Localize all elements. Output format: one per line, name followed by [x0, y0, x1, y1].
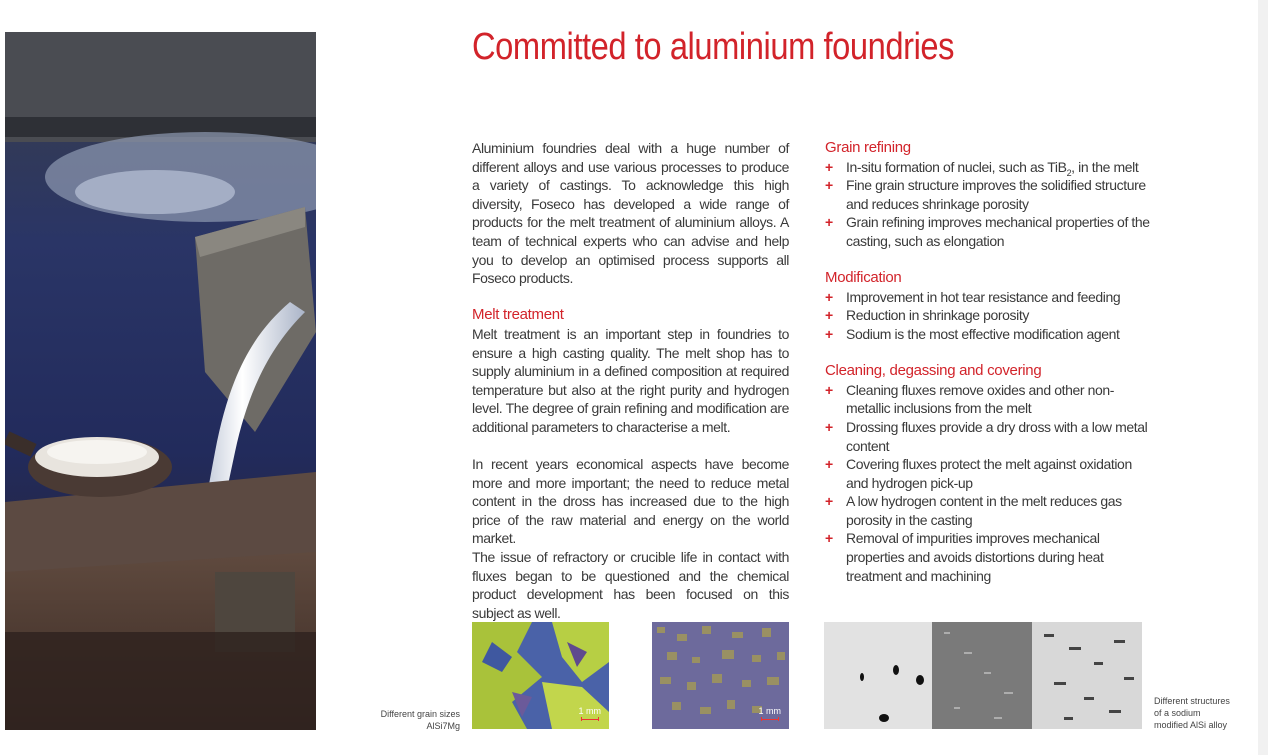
- cleaning-heading: Cleaning, degassing and covering: [825, 362, 1042, 380]
- list-item: + Grain refining improves mechanical properties of the casting, such as elongation: [825, 214, 1150, 249]
- plus-bullet-icon: +: [825, 177, 833, 194]
- scrollbar[interactable]: [1258, 0, 1268, 755]
- plus-bullet-icon: +: [825, 418, 833, 435]
- plus-bullet-icon: +: [825, 493, 833, 510]
- plus-bullet-icon: +: [825, 456, 833, 473]
- plus-bullet-icon: +: [825, 530, 833, 547]
- grain-refining-section: [825, 139, 1155, 251]
- list-item: + Covering fluxes protect the melt against oxidation and hydrogen pick-up: [825, 456, 1132, 491]
- list-item: + Removal of impurities improves mechanical properties and avoids distortions during heat treatment and machining: [825, 530, 1104, 584]
- plus-bullet-icon: +: [825, 381, 833, 398]
- micrograph-fine-grain: [652, 622, 789, 729]
- list-item: + A low hydrogen content in the melt reduces gas porosity in the casting: [825, 493, 1122, 528]
- cleaning-section: [825, 362, 1155, 585]
- left-text-column: [472, 139, 789, 622]
- list-item: + Drossing fluxes provide a dry dross with a low metal content: [825, 418, 1148, 454]
- plus-bullet-icon: +: [825, 214, 833, 231]
- plus-bullet-icon: +: [825, 307, 833, 324]
- scale-bar: 1 mm: [759, 706, 782, 721]
- structures-caption: Different structures of a sodium modified AlSi alloy: [1154, 696, 1230, 730]
- modification-section: [825, 269, 1155, 343]
- melt-treatment-paragraph-2: In recent years economical aspects have become more and more important; the need to reduce metal content in the dross has increased due to the high price of the raw material and energy on the world market.: [472, 456, 789, 547]
- plus-bullet-icon: +: [825, 158, 833, 175]
- intro-paragraph: Aluminium foundries deal with a huge number of different alloys and use various processes to produce a variety of castings. To acknowledge this high diversity, Foseco has developed a wide range of products for the melt treatment of aluminium alloys. A team of technical experts who can advise and help you to develop an optimised process supports all Foseco products.: [472, 140, 789, 287]
- grain-sizes-caption: Different grain sizes AlSi7Mg: [380, 709, 460, 731]
- page-title: Committed to aluminium foundries: [472, 26, 955, 68]
- list-item: + Reduction in shrinkage porosity: [825, 307, 1029, 324]
- micrograph-sodium-modified: [824, 622, 1142, 729]
- plus-bullet-icon: +: [825, 288, 833, 305]
- foundry-pouring-photo: [5, 32, 316, 730]
- micrograph-coarse-grain: [472, 622, 609, 729]
- melt-treatment-paragraph-3: The issue of refractory or crucible life in contact with fluxes began to be questioned and the chemical product development has been focused on this subject as well.: [472, 549, 789, 621]
- list-item: + Improvement in hot tear resistance and feeding: [825, 288, 1121, 305]
- list-item: + Cleaning fluxes remove oxides and other non-metallic inclusions from the melt: [825, 381, 1115, 417]
- melt-treatment-paragraph-1: Melt treatment is an important step in foundries to ensure a high casting quality. The melt shop has to supply aluminium in a defined composition at required temperature but also at the right purity and hydrogen level. The degree of grain refining and modification are additional parameters to characterise a melt.: [472, 325, 789, 435]
- right-text-column: [825, 139, 1155, 585]
- list-item: + Fine grain structure improves the solidified structure and reduces shrinkage porosity: [825, 177, 1146, 212]
- modification-heading: Modification: [825, 269, 902, 287]
- melt-treatment-heading: Melt treatment: [472, 306, 564, 324]
- list-item: + In-situ formation of nuclei, such as TiB$_2$, in the melt: [825, 158, 1139, 178]
- plus-bullet-icon: +: [825, 325, 833, 342]
- scale-bar: 1 mm: [579, 706, 602, 721]
- list-item: + Sodium is the most effective modification agent: [825, 325, 1120, 342]
- grain-refining-heading: Grain refining: [825, 139, 911, 156]
